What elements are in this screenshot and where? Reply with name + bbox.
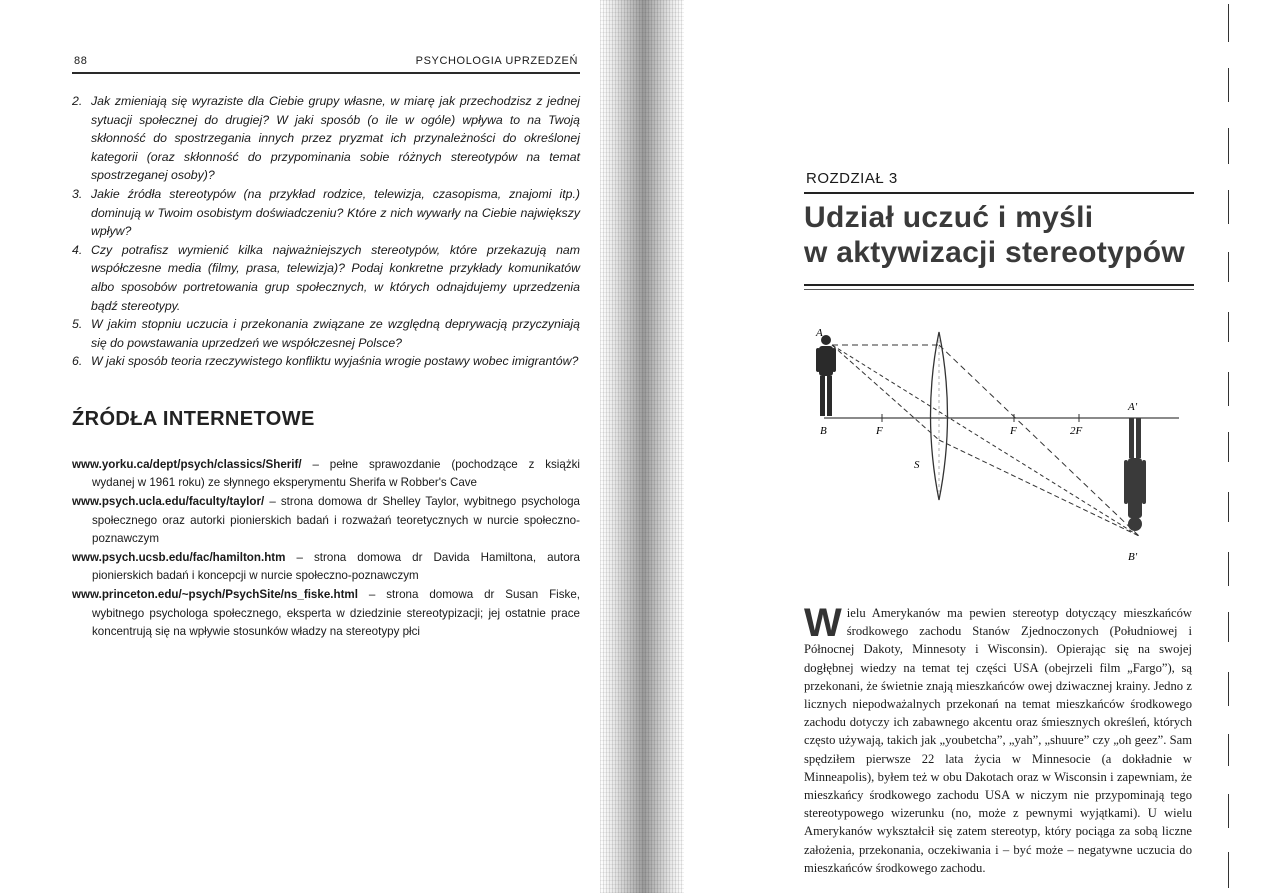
page-edge-mark	[1228, 734, 1229, 766]
running-head	[72, 54, 578, 72]
page-edge-mark	[1228, 312, 1229, 342]
source-description: – strona domowa dr Davida Hamiltona, autora pionierskich badań i koncepcji w nurcie społeczno-poznawczym	[92, 551, 580, 583]
source-item	[72, 493, 580, 548]
page-edge-mark	[1228, 552, 1229, 586]
ray-center	[832, 345, 1139, 536]
right-page	[684, 0, 1264, 893]
book-gutter	[600, 0, 684, 893]
page-edge-mark	[1228, 432, 1229, 462]
chapter-title-line-2: w aktywizacji stereotypów	[804, 236, 1185, 269]
page-edge-mark	[1228, 852, 1229, 888]
question-number: 6.	[72, 354, 83, 369]
question-item	[70, 241, 580, 315]
label-lens: S	[914, 459, 920, 471]
label-object-base: B	[820, 425, 827, 437]
page-edge-mark	[1228, 252, 1229, 282]
source-item	[72, 586, 580, 641]
question-number: 2.	[72, 94, 83, 108]
label-object-top: A	[816, 327, 823, 339]
ray-refracted	[939, 345, 1139, 536]
label-focus-right: F	[1010, 425, 1017, 437]
page-number: 88	[74, 55, 88, 67]
chapter-label: ROZDZIAŁ 3	[806, 170, 898, 187]
source-url: www.psych.ucsb.edu/fac/hamilton.htm	[72, 551, 286, 565]
source-url: www.psych.ucla.edu/faculty/taylor/	[72, 495, 265, 509]
question-list	[70, 92, 580, 371]
chapter-title-line-1: Udział uczuć i myśli	[804, 201, 1094, 234]
page-edge-mark	[1228, 612, 1229, 642]
source-item	[72, 549, 580, 585]
chapter-rule-bottom-thin	[804, 289, 1194, 290]
label-two-f: 2F	[1070, 425, 1083, 437]
label-image-top: A'	[1128, 401, 1138, 413]
page-edge-mark	[1228, 372, 1229, 406]
source-description: – pełne sprawozdanie (pochodzące z książki wydanej w 1961 roku) ze słynnego eksperymentu Sherifa w Robber's Cave	[92, 458, 580, 490]
question-item	[70, 315, 580, 352]
page-edge-mark	[1228, 68, 1229, 102]
chapter-title	[804, 200, 1196, 270]
question-number: 3.	[72, 186, 83, 201]
page-edge-mark	[1228, 128, 1229, 164]
question-number: 4.	[72, 242, 83, 257]
object-figure	[816, 335, 836, 416]
ray-focal	[832, 345, 939, 440]
question-text: W jaki sposób teoria rzeczywistego konfliktu wyjaśnia wrogie postawy wobec imigrantów?	[91, 354, 579, 369]
page-edge-mark	[1228, 4, 1229, 42]
source-description: – strona domowa dr Shelley Taylor, wybitnego psychologa społecznego oraz autorki pionierskich badań i rozważań teoretycznych w nurcie społeczno-poznawczym	[92, 495, 580, 545]
chapter-body-text	[804, 601, 1192, 877]
body-paragraph: ielu Amerykanów ma pewien stereotyp dotyczący mieszkańców środkowego zachodu Stanów Zjednoczonych (Południowej i Północnej Dakoty, Minnesoty i Wisconsin). Opierając się na swojej dogłębnej wiedzy na temat tej części USA (obejrzeli film „Fargo”), są przekonani, że świetnie znają mieszkańców owej dziwacznej krainy. Jedno z licznych niepodważalnych przekonań na temat mieszkańców środkowego zachodu dotyczy ich zabawnego akcentu oraz śmiesznych określeń, których często używają, takich jak „youbetcha”, „yah”, „shuure” czy „oh geez”. Sam spędziłem pierwsze 22 lata życia w Minnesocie (a dokładnie w Minneapolis), byłem też w obu Dakotach oraz w Wisconsin i zapewniam, że mieszkańcy środkowego zachodu USA w niczym nie przypominają tego stereotypowego wizerunku (no, może z pewnymi wyjątkami). U wielu Amerykanów wykształcił się zatem stereotyp, który pociąga za sobą liczne założenia, przekonania, oczekiwania i – być może – negatywne uczucia do mieszkańców środkowego zachodu.	[804, 606, 1192, 875]
source-description: – strona domowa dr Susan Fiske, wybitnego psychologa społecznego, eksperta w dziedzinie stereotypizacji; jej ostatnie prace koncentrują się na wpływie stosunków władzy na stereotypy płci	[92, 588, 580, 638]
lens-diagram	[804, 310, 1194, 580]
ray-focal-out	[939, 440, 1139, 536]
sources-list	[72, 456, 580, 642]
page-edge-mark	[1228, 190, 1229, 224]
page-edge-mark	[1228, 794, 1229, 828]
chapter-rule-top	[804, 192, 1194, 194]
question-text: Jak zmieniają się wyraziste dla Ciebie grupy własne, w miarę jak przechodzisz z jednej sytuacji społecznej do drugiej? W jaki sposób (o ile w ogóle) wpływa to na Twoją skłonność do spostrzegania innych przez pryzmat ich przynależności do określonej kategorii (oraz skłonność do przypominania sobie różnych stereotypów na temat spostrzeganej osoby)?	[91, 94, 580, 183]
drop-cap: W	[804, 601, 842, 645]
label-image-bottom: B'	[1128, 551, 1138, 563]
question-text: W jakim stopniu uczucia i przekonania związane ze względną deprywacją przyczyniają się do powstawania uprzedzeń we współczesnej Polsce?	[91, 317, 580, 350]
source-url: www.yorku.ca/dept/psych/classics/Sherif/	[72, 458, 302, 471]
question-item	[70, 92, 580, 185]
left-page	[0, 0, 620, 893]
chapter-rule-bottom	[804, 284, 1194, 286]
sources-heading: ŹRÓDŁA INTERNETOWE	[72, 408, 315, 430]
question-text: Czy potrafisz wymienić kilka najważniejszych stereotypów, które przekazują nam współczesne media (filmy, prasa, telewizja)? Podaj konkretne przykłady komunikatów albo sposobów portretowania grup społecznych, w których odnajdujemy uprzedzenia bądź stereotypy.	[91, 242, 580, 313]
source-item	[72, 456, 580, 492]
source-url: www.princeton.edu/~psych/PsychSite/ns_fiske.html	[72, 588, 358, 602]
running-head-rule	[72, 72, 580, 74]
image-figure	[1124, 418, 1146, 531]
question-item	[70, 352, 580, 371]
question-item	[70, 185, 580, 241]
question-text: Jakie źródła stereotypów (na przykład rodzice, telewizja, czasopisma, znajomi itp.) dominują w Twoim osobistym doświadczeniu? Które z nich wywarły na Ciebie największy wpływ?	[91, 186, 580, 239]
question-number: 5.	[72, 317, 83, 332]
running-head-title: PSYCHOLOGIA UPRZEDZEŃ	[415, 55, 578, 67]
page-edge-mark	[1228, 492, 1229, 522]
page-edge-mark	[1228, 672, 1229, 706]
label-focus-left: F	[876, 425, 883, 437]
